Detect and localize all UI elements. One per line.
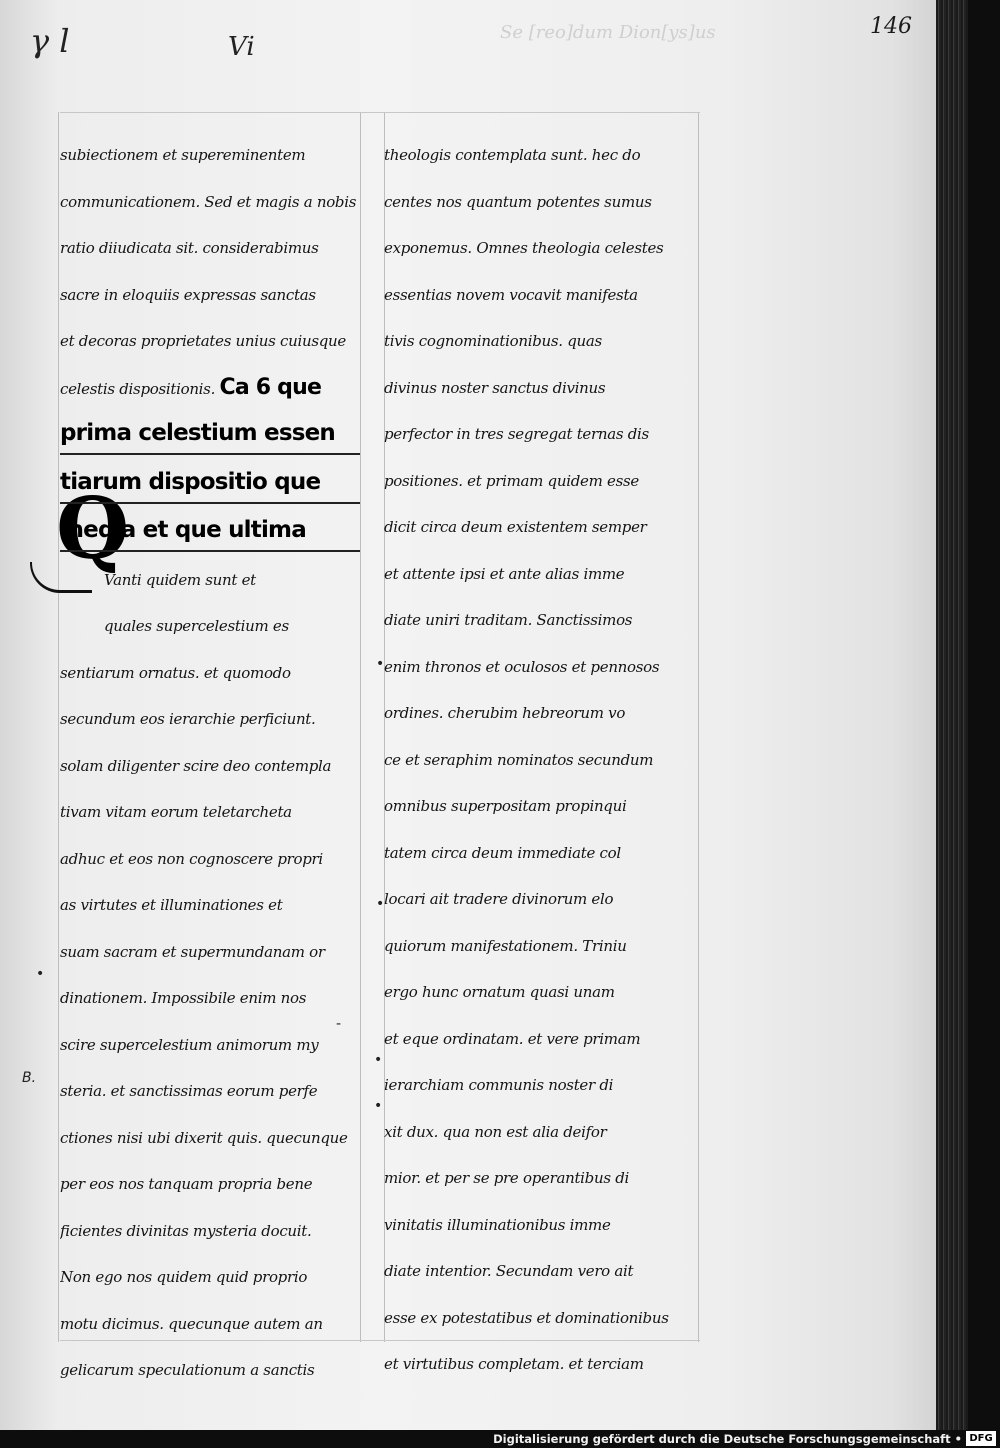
right-line: vinitatis illuminationibus imme <box>384 1215 611 1234</box>
right-line: omnibus superpositam propinqui <box>384 797 627 815</box>
right-line: tivis cognominationibus. quas <box>384 332 602 350</box>
left-line: ficientes divinitas mysteria docuit. <box>60 1221 312 1240</box>
left-line: quales supercelestium es <box>104 617 289 635</box>
left-line: secundum eos ierarchie perficiunt. <box>60 710 316 728</box>
margin-dot: • <box>376 896 385 912</box>
margin-dot: • <box>374 1052 383 1068</box>
left-line: Vanti quidem sunt et <box>104 570 256 589</box>
right-line: xit dux. qua non est alia deifor <box>384 1122 607 1141</box>
right-line: exponemus. Omnes theologia celestes <box>384 239 664 257</box>
right-line: et eque ordinatam. et vere primam <box>384 1029 641 1048</box>
left-line: tivam vitam eorum teletarcheta <box>60 803 292 821</box>
right-line: esse ex potestatibus et dominationibus <box>384 1308 669 1327</box>
right-line: ierarchiam communis noster di <box>384 1076 614 1094</box>
margin-dot: • <box>376 656 385 672</box>
right-line: et attente ipsi et ante alias imme <box>384 564 625 583</box>
ruling-line <box>60 112 700 113</box>
right-line: diate uniri traditam. Sanctissimos <box>384 611 633 629</box>
ruling-line <box>360 112 361 1342</box>
left-line: subiectionem et supereminentem <box>60 146 306 164</box>
faded-offset-text: Se [reo]dum Dion[ys]us <box>500 22 716 43</box>
right-column <box>384 132 714 1388</box>
left-line: et decoras proprietates unius cuiusque <box>60 332 346 350</box>
margin-dot: • <box>36 966 45 982</box>
right-line: theologis contemplata sunt. hec do <box>384 146 641 164</box>
right-line: essentias novem vocavit manifesta <box>384 285 638 304</box>
right-line: perfector in tres segregat ternas dis <box>384 425 649 443</box>
right-line: positiones. et primam quidem esse <box>384 471 639 490</box>
right-line: diate intentior. Secundam vero ait <box>384 1262 634 1280</box>
left-line: steria. et sanctissimas eorum perfe <box>60 1082 318 1100</box>
left-line: motu dicimus. quecunque autem an <box>60 1314 323 1333</box>
right-line: enim thronos et oculosos et pennosos <box>384 657 660 676</box>
left-line: scire supercelestium animorum my <box>60 1035 319 1054</box>
right-line: dicit circa deum existentem semper <box>384 518 647 536</box>
chapter-heading-line: tiarum dispositio que <box>60 460 360 504</box>
right-line: locari ait tradere divinorum elo <box>384 890 614 908</box>
right-line: mior. et per se pre operantibus di <box>384 1169 629 1187</box>
running-head: Vi <box>228 32 255 62</box>
left-line: ratio diiudicata sit. considerabimus <box>60 239 319 257</box>
left-line: as virtutes et illuminationes et <box>60 896 283 914</box>
left-line: dinationem. Impossibile enim nos <box>60 989 307 1007</box>
left-line: adhuc et eos non cognoscere propri <box>60 849 323 868</box>
right-line: ce et seraphim nominatos secundum <box>384 750 654 769</box>
left-line <box>60 365 360 412</box>
left-line: gelicarum speculationum a sanctis <box>60 1361 315 1379</box>
right-line: centes nos quantum potentes sumus <box>384 192 652 211</box>
left-line: communicationem. Sed et magis a nobis <box>60 192 357 211</box>
right-line: et virtutibus completam. et terciam <box>384 1355 644 1373</box>
right-line: ordines. cherubim hebreorum vo <box>384 704 626 722</box>
right-line: quiorum manifestationem. Triniu <box>384 936 627 955</box>
dfg-logo: DFG <box>966 1431 996 1446</box>
ruling-line <box>58 112 59 1342</box>
left-line: ctiones nisi ubi dixerit quis. quecunque <box>60 1128 348 1147</box>
signature-mark: γ l <box>30 22 70 60</box>
right-line: divinus noster sanctus divinus <box>384 378 606 397</box>
chapter-heading-line: prima celestium essen <box>60 411 360 455</box>
left-column <box>60 132 360 1394</box>
book-fore-edge <box>936 0 968 1430</box>
left-line: per eos nos tanquam propria bene <box>60 1175 313 1193</box>
right-line: tatem circa deum immediate col <box>384 843 621 862</box>
left-line: suam sacram et supermundanam or <box>60 942 325 961</box>
left-line: sentiarum ornatus. et quomodo <box>60 663 291 682</box>
chapter-heading-line: media et que ultima <box>60 508 360 552</box>
left-line-text: celestis dispositionis. <box>60 379 216 398</box>
left-line: solam diligenter scire deo contempla <box>60 756 332 775</box>
margin-letter: B. <box>22 1070 37 1086</box>
chapter-heading-start: Ca 6 que <box>219 374 322 400</box>
funding-credit: Digitalisierung gefördert durch die Deutsche Forschungsgemeinschaft • <box>493 1431 962 1446</box>
left-line: sacre in eloquiis expressas sanctas <box>60 285 316 304</box>
left-line: Non ego nos quidem quid proprio <box>60 1268 308 1286</box>
right-line: ergo hunc ornatum quasi unam <box>384 983 615 1001</box>
footer-bar <box>0 1430 1000 1448</box>
margin-dot: • <box>374 1098 383 1114</box>
decorated-initial: Q <box>56 479 130 578</box>
margin-dash: - <box>336 1016 342 1032</box>
folio-number: 146 <box>870 14 912 39</box>
